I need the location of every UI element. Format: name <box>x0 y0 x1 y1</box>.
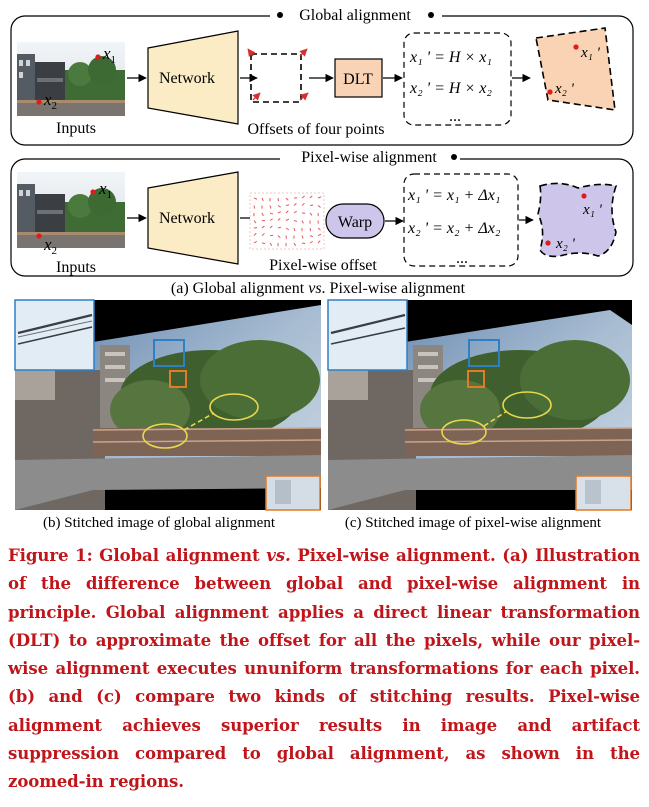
flow-vector <box>310 228 311 231</box>
pixel-out-x2: x₂ ' <box>556 236 575 252</box>
global-ellipsis: ... <box>449 108 461 125</box>
pixel-x1-label: $x_1$ <box>99 179 113 201</box>
flow-vector <box>254 206 255 209</box>
pixel-input-photo <box>17 172 125 248</box>
pixel-eq2: x₂ ' = x₂ + Δx₂ <box>408 220 501 237</box>
global-alignment-title: Global alignment <box>299 7 411 24</box>
global-out-x1: x₁ ' <box>581 45 600 61</box>
global-alignment-row <box>11 6 633 145</box>
pixel-output-shape <box>538 183 616 256</box>
dlt-label: DLT <box>343 71 373 88</box>
pixel-offset-field <box>250 193 324 249</box>
pixel-x2-label: $x_2$ <box>44 235 58 257</box>
flow-vector <box>262 243 265 244</box>
global-eq1: x₁ ' = H × x₁ <box>410 49 492 66</box>
panel-a-caption: (a) Global alignment vs. Pixel-wise alignment <box>170 280 466 297</box>
caption-vs: vs. <box>266 545 291 565</box>
global-x2-label: $x_2$ <box>44 90 58 112</box>
pixel-ellipsis: ... <box>456 250 468 267</box>
pixel-inputs-label: Inputs <box>56 259 96 276</box>
caption-part1: Global alignment <box>92 545 267 565</box>
global-inputs-label: Inputs <box>56 120 96 137</box>
caption-part2: Pixel-wise alignment. (a) Illustration of the difference between global and pixel-wise alignment in principle. Global alignment applies a direct linear transformation (DLT) to approximate the offset for all the pixels, while our pixel-wise alignment executes ununiform transformations for each pixel. (b) and (c) compare two kinds of stitching results. Pixel-wise alignment achieves superior results in image and artifact suppression compared to global alignment, as shown in the zoomed-in regions. <box>8 545 640 792</box>
global-x1-label: $x_1$ <box>103 44 117 66</box>
panel-c-caption: (c) Stitched image of pixel-wise alignment <box>344 515 602 531</box>
pixel-alignment-title: Pixel-wise alignment <box>301 149 437 166</box>
global-offsets-label: Offsets of four points <box>247 121 385 138</box>
pixel-network-label: Network <box>159 210 215 227</box>
global-out-x2: x₂ ' <box>555 81 574 97</box>
pixel-out-x1: x₁ ' <box>583 202 602 218</box>
pixel-eq1: x₁ ' = x₁ + Δx₁ <box>408 187 501 204</box>
panel-c-stitched-pixel <box>328 300 632 510</box>
panel-b-stitched-global <box>15 300 321 510</box>
panel-b-caption: (b) Stitched image of global alignment <box>42 515 276 531</box>
figure-caption <box>8 541 640 796</box>
global-eq2: x₂ ' = H × x₂ <box>410 80 492 97</box>
figure-label: Figure 1: <box>8 545 93 565</box>
flow-vector <box>310 205 313 206</box>
flow-vector <box>302 243 305 244</box>
global-output-shape <box>536 28 615 110</box>
warp-label: Warp <box>337 214 373 231</box>
pixel-alignment-row <box>11 149 633 276</box>
global-network-label: Network <box>159 70 215 87</box>
global-offsets-diagram <box>248 49 308 102</box>
pixel-offset-label: Pixel-wise offset <box>269 257 377 274</box>
